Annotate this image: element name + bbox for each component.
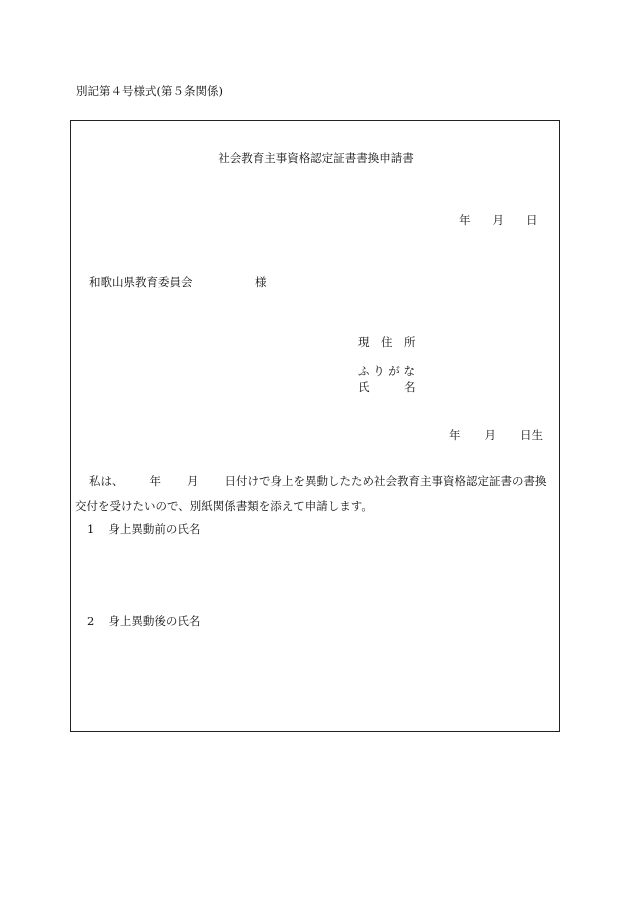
birth-month-label: 月: [484, 428, 496, 442]
body-prefix: 私は、: [89, 474, 124, 488]
application-form-frame: [70, 120, 560, 732]
item-label: 身上異動前の氏名: [108, 522, 201, 536]
document-title: 社会教育主事資格認定証書書換申請書: [218, 151, 414, 165]
address-label: 現 住 所: [358, 335, 416, 349]
application-date: [459, 215, 538, 227]
date-year-label: 年: [459, 213, 471, 227]
form-number: 別記第４号様式(第５条関係): [76, 84, 223, 98]
body-line1-rest: 日付けで身上を異動したため社会教育主事資格認定証書の書換: [224, 474, 547, 488]
furigana-label: ふ り が な: [358, 364, 415, 378]
addressee-name: 和歌山県教育委員会: [89, 275, 193, 289]
date-day-label: 日: [526, 213, 538, 227]
birth-year-label: 年: [449, 428, 461, 442]
body-text-line-1: [89, 476, 547, 488]
birth-day-label: 日生: [520, 428, 543, 442]
addressee-honorific: 様: [255, 275, 267, 289]
name-label: 氏 名: [358, 380, 416, 394]
item-after-name: [87, 616, 200, 628]
item-number: 2: [87, 614, 95, 628]
date-month-label: 月: [492, 213, 504, 227]
item-number: 1: [87, 522, 95, 536]
body-month-label: 月: [187, 474, 199, 488]
birth-date: [449, 430, 543, 442]
body-year-label: 年: [149, 474, 161, 488]
item-label: 身上異動後の氏名: [108, 614, 201, 628]
item-before-name: [87, 524, 200, 536]
body-text-line-2: 交付を受けたいので、別紙関係書類を添えて申請します。: [75, 499, 373, 513]
